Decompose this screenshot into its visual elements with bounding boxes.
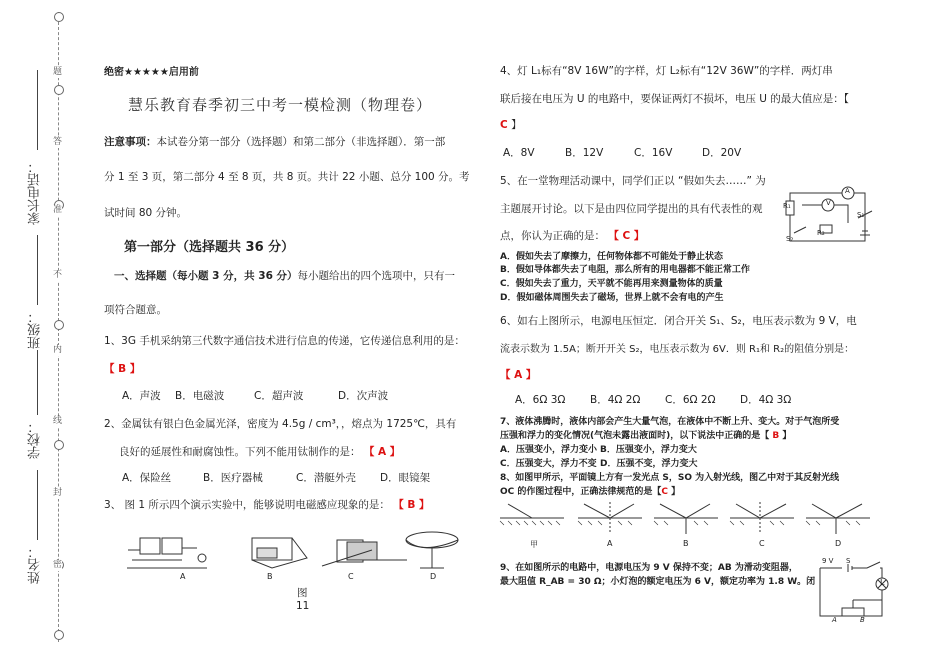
question-6: 6、如右上图所示，电源电压恒定．闭合开关 S₁、S₂，电压表示数为 9 V，电 <box>500 315 857 327</box>
figure-label: A <box>607 539 613 548</box>
figure-q8-mirrors <box>498 496 878 540</box>
notice-label: 注意事项： <box>104 136 157 148</box>
bracket: 】 <box>782 431 792 441</box>
question-2: 2、金属钛有银白色金属光泽，密度为 4.5g / cm³，，熔点为 1725℃，具有 <box>104 418 457 430</box>
question-8: 8、如图甲所示，平面镜上方有一发光点 S，SO 为入射光线，图乙中对于其反射光线 <box>500 473 840 483</box>
figure-label: B <box>683 539 689 548</box>
circuit-label: R₁ <box>783 202 791 210</box>
question-2-cont: 良好的延展性和耐腐蚀性。下列不能用钛制作的是： <box>119 446 361 458</box>
question-3: 3、 图 1 所示四个演示实验中，能够说明电磁感应现象的是： <box>104 499 390 511</box>
binding-mark: 不 <box>53 270 63 280</box>
question-8-cont: OC 的作图过程中，正确法律规范的是【 <box>500 487 662 497</box>
circuit-label: S <box>846 557 851 565</box>
binding-hole-icon <box>54 320 64 330</box>
section-text: 项符合题意。 <box>104 304 167 316</box>
option: D．4Ω 3Ω <box>740 394 792 406</box>
binding-hole-icon <box>54 440 64 450</box>
binding-mark: 答 <box>53 137 63 147</box>
option: B．12V <box>565 147 604 159</box>
question-4-cont: 联后接在电压为 U 的电路中，要保证两灯不损坏，电压 U 的最大值应是：【 <box>500 93 849 105</box>
school-label: 学校： <box>28 420 43 459</box>
answer-7: B <box>772 431 780 441</box>
answer-3: 【 B 】 <box>393 499 430 511</box>
class-label: 班级： <box>28 310 43 349</box>
option: D．压强不变，浮力变大 <box>600 459 698 469</box>
figure-1-apparatus <box>122 520 462 590</box>
option: D．20V <box>702 147 742 159</box>
answer-4: C <box>500 119 508 131</box>
circuit-label: B <box>860 616 865 624</box>
name-label: 姓名： <box>28 545 43 584</box>
question-6-cont: 流表示数为 1.5A；断开开关 S₂，电压表示数为 6V．则 R₁和 R₂的阻值分别是： <box>500 344 855 355</box>
figure-caption: 图 <box>297 587 308 599</box>
bracket: 】 <box>671 487 681 497</box>
option: A．8V <box>503 147 535 159</box>
option: C．压强变大，浮力不变 <box>500 459 597 469</box>
school-field[interactable] <box>37 350 38 415</box>
option: A．压强变小，浮力变小 <box>500 445 597 455</box>
option: C．16V <box>634 147 673 159</box>
binding-hole-icon <box>54 12 64 22</box>
binding-mark: 线 <box>53 416 63 426</box>
figure-label: 甲 <box>530 540 538 549</box>
figure-label: C <box>348 572 354 581</box>
question-7-cont: 压强和浮力的变化情况(气泡未露出液面时)，以下说法中正确的是【 <box>500 431 770 441</box>
section-heading: 一、选择题（每小题 3 分，共 36 分） <box>114 270 298 282</box>
bracket: 】 <box>511 119 522 131</box>
page-number: 11 <box>296 600 310 612</box>
answer-1: 【 B 】 <box>104 363 141 375</box>
circuit-label: A <box>845 187 850 195</box>
circuit-label: L <box>880 578 885 587</box>
answer-8: C <box>661 487 668 497</box>
figure-label: C <box>759 539 765 548</box>
part-heading: 第一部分（选择题共 36 分） <box>124 240 295 255</box>
binding-hole-icon <box>54 85 64 95</box>
option: B．4Ω 2Ω <box>590 394 641 406</box>
answer-6: 【 A 】 <box>500 369 537 381</box>
figure-label: A <box>180 572 186 581</box>
option: B．电磁波 <box>175 390 225 402</box>
circuit-label: R₂ <box>817 229 825 237</box>
class-field[interactable] <box>37 235 38 305</box>
question-5-cont: 主题展开讨论。以下是由四位同学提出的具有代表性的观 <box>500 203 763 215</box>
binding-mark: 内 <box>53 345 63 355</box>
option: C．潜艇外壳 <box>296 472 356 484</box>
parent-phone-label: 家长电话： <box>28 160 43 225</box>
option: A．保险丝 <box>122 472 172 484</box>
question-9-cont: 最大阻值 R_AB = 30 Ω；小灯泡的额定电压为 6 V，额定功率为 1.8 W。闭 <box>500 577 816 587</box>
circuit-label: A <box>832 616 837 624</box>
notice-text: 分 1 至 3 页，第二部分 4 至 8 页，共 8 页。共计 22 小题、总分 100 分。考 <box>104 171 470 183</box>
binding-mark: 题 <box>53 67 63 77</box>
option: B．医疗器械 <box>203 472 263 484</box>
question-1: 1、3G 手机采纳第三代数字通信技术进行信息的传递，它传递信息利用的是： <box>104 335 465 347</box>
option: A．假如失去了摩擦力，任何物体都不可能处于静止状态 <box>500 252 723 262</box>
circuit-label: S₂ <box>786 235 794 243</box>
answer-5: 【 C 】 <box>608 230 645 242</box>
option: D．假如磁体周围失去了磁场，世界上就不会有电的产生 <box>500 293 724 303</box>
circuit-label: V <box>826 199 831 207</box>
question-7: 7、液体沸腾时，液体内部会产生大量气泡，在液体中不断上升、变大。对于气泡所受 <box>500 417 840 427</box>
circuit-diagram-q6 <box>780 183 880 253</box>
option: C．假如失去了重力，天平就不能再用来测量物体的质量 <box>500 279 723 289</box>
notice-text: 本试卷分第一部分（选择题）和第二部分（非选择题）．第一部 <box>156 136 446 148</box>
figure-label: D <box>430 572 437 581</box>
figure-label: B <box>267 572 273 581</box>
option: A．声波 <box>122 390 161 402</box>
binding-mark: 准 <box>53 205 63 215</box>
binding-hole-icon <box>54 630 64 640</box>
circuit-label: 9 V <box>822 557 834 565</box>
page-title: 慧乐教育春季初三中考一模检测（物理卷） <box>128 96 433 114</box>
section-text: 每小题给出的四个选项中，只有一 <box>297 270 456 282</box>
option: D．次声波 <box>338 390 389 402</box>
circuit-label: S₁ <box>857 211 865 219</box>
option: C．超声波 <box>254 390 304 402</box>
option: A．6Ω 3Ω <box>515 394 566 406</box>
option: B．假如导体都失去了电阻，那么所有的用电器都不能正常工作 <box>500 265 750 275</box>
figure-label: D <box>835 539 842 548</box>
binding-mark: 密 <box>53 560 63 570</box>
question-5: 5、在一堂物理活动课中，同学们正以 “假如失去……” 为 <box>500 175 766 187</box>
question-5-cont: 点，你认为正确的是： <box>500 230 605 242</box>
question-4: 4、灯 L₁标有“8V 16W”的字样，灯 L₂标有“12V 36W”的字样．两灯串 <box>500 65 833 77</box>
option: C．6Ω 2Ω <box>665 394 716 406</box>
question-9: 9、在如图所示的电路中，电源电压为 9 V 保持不变；AB 为滑动变阻器， <box>500 563 798 573</box>
name-field[interactable] <box>37 470 38 540</box>
secret-mark: 绝密★★★★★启用前 <box>104 67 199 78</box>
circuit-diagram-q9 <box>812 556 892 628</box>
option: B．压强变小，浮力变大 <box>600 445 697 455</box>
option: D．眼镜架 <box>380 472 431 484</box>
answer-2: 【 A 】 <box>363 446 401 458</box>
notice-text: 试时间 80 分钟。 <box>104 207 188 219</box>
binding-mark: 封 <box>53 488 63 498</box>
parent-phone-field[interactable] <box>37 70 38 150</box>
